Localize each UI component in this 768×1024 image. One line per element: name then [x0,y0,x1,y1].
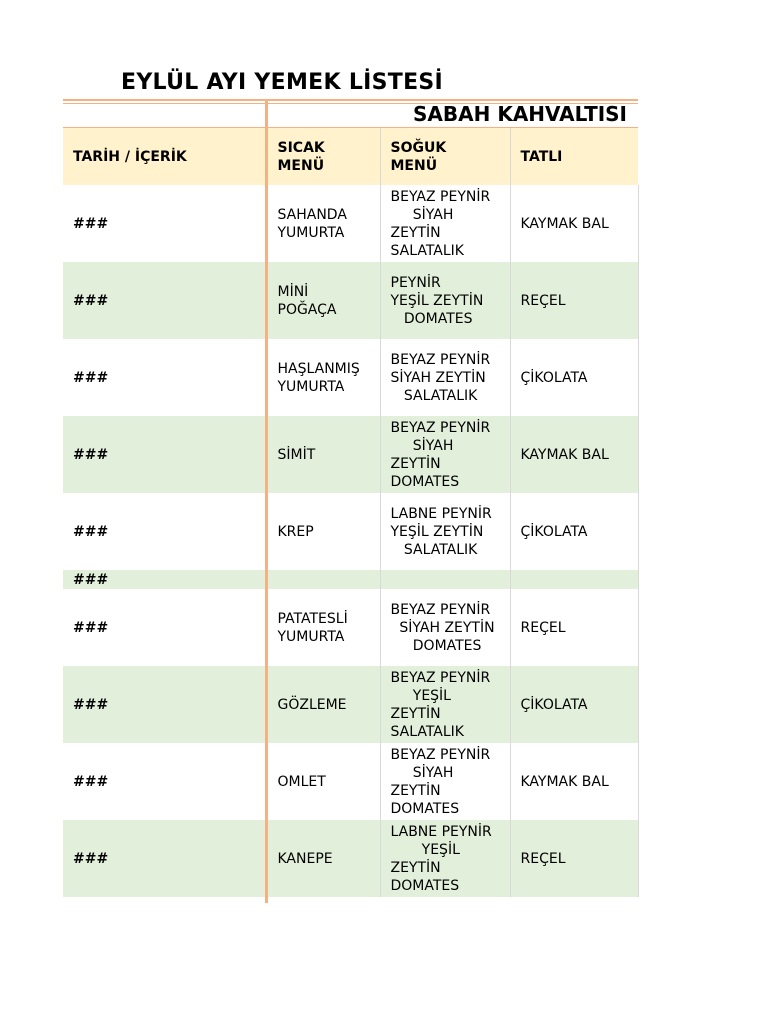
table-row [63,339,638,416]
table-row [63,416,638,493]
column-accent-border [265,101,268,903]
date-cell: ### [63,666,267,743]
hot-menu-cell: PATATESLİ YUMURTA [267,589,380,666]
header-date: TARİH / İÇERİK [63,128,267,185]
dessert-cell: ÇİKOLATA [510,493,638,570]
table-row [63,589,638,666]
header-hot-line1: SICAK [277,139,325,156]
cold-menu-cell: BEYAZ PEYNİR SİYAH ZEYTİN DOMATES [380,589,510,666]
date-cell: ### [63,743,267,820]
cold-menu-cell: PEYNİR YEŞİL ZEYTİN DOMATES [380,262,510,339]
dessert-cell: ÇİKOLATA [510,666,638,743]
hot-menu-cell: HAŞLANMIŞ YUMURTA [267,339,380,416]
hot-menu-cell: OMLET [267,743,380,820]
cold-menu-cell: BEYAZ PEYNİR SİYAH ZEYTİN SALATALIK [380,185,510,262]
date-cell: ### [63,262,267,339]
hot-menu-cell: MİNİ POĞAÇA [267,262,380,339]
title-divider [63,99,638,101]
header-dessert: TATLI [510,128,638,185]
dessert-cell [510,570,638,589]
header-cold-line2: MENÜ [390,157,438,174]
header-hot-menu [267,128,380,185]
cold-menu-cell: BEYAZ PEYNİR YEŞİL ZEYTİN SALATALIK [380,666,510,743]
hot-menu-cell: GÖZLEME [267,666,380,743]
dessert-cell: REÇEL [510,262,638,339]
date-cell: ### [63,820,267,897]
header-cold-menu [380,128,510,185]
dessert-cell: KAYMAK BAL [510,416,638,493]
hot-menu-cell: KREP [267,493,380,570]
cold-menu-cell: LABNE PEYNİR YEŞİL ZEYTİN SALATALIK [380,493,510,570]
table-row [63,493,638,570]
table-row [63,570,638,589]
table-row [63,743,638,820]
table-row [63,820,638,897]
date-cell: ### [63,185,267,262]
table-row [63,666,638,743]
cold-menu-cell [380,570,510,589]
hot-menu-cell: KANEPE [267,820,380,897]
menu-table [63,128,639,897]
dessert-cell: REÇEL [510,589,638,666]
hot-menu-cell [267,570,380,589]
dessert-cell: KAYMAK BAL [510,743,638,820]
cold-menu-cell: BEYAZ PEYNİR SİYAH ZEYTİN DOMATES [380,416,510,493]
dessert-cell: KAYMAK BAL [510,185,638,262]
hot-menu-cell: SAHANDA YUMURTA [267,185,380,262]
date-cell: ### [63,589,267,666]
header-cold-line1: SOĞUK [390,139,447,156]
dessert-cell: ÇİKOLATA [510,339,638,416]
cold-menu-cell: LABNE PEYNİR YEŞİL ZEYTİN DOMATES [380,820,510,897]
date-cell: ### [63,570,267,589]
header-row [63,128,638,185]
table-row [63,262,638,339]
header-hot-line2: MENÜ [277,157,325,174]
cold-menu-cell: BEYAZ PEYNİR SİYAH ZEYTİN DOMATES [380,743,510,820]
date-cell: ### [63,416,267,493]
table-row [63,185,638,262]
dessert-cell: REÇEL [510,820,638,897]
date-cell: ### [63,493,267,570]
section-subtitle: SABAH KAHVALTISI [413,102,627,126]
date-cell: ### [63,339,267,416]
page-title: EYLÜL AYI YEMEK LİSTESİ [121,70,444,95]
hot-menu-cell: SİMİT [267,416,380,493]
cold-menu-cell: BEYAZ PEYNİR SİYAH ZEYTİN SALATALIK [380,339,510,416]
